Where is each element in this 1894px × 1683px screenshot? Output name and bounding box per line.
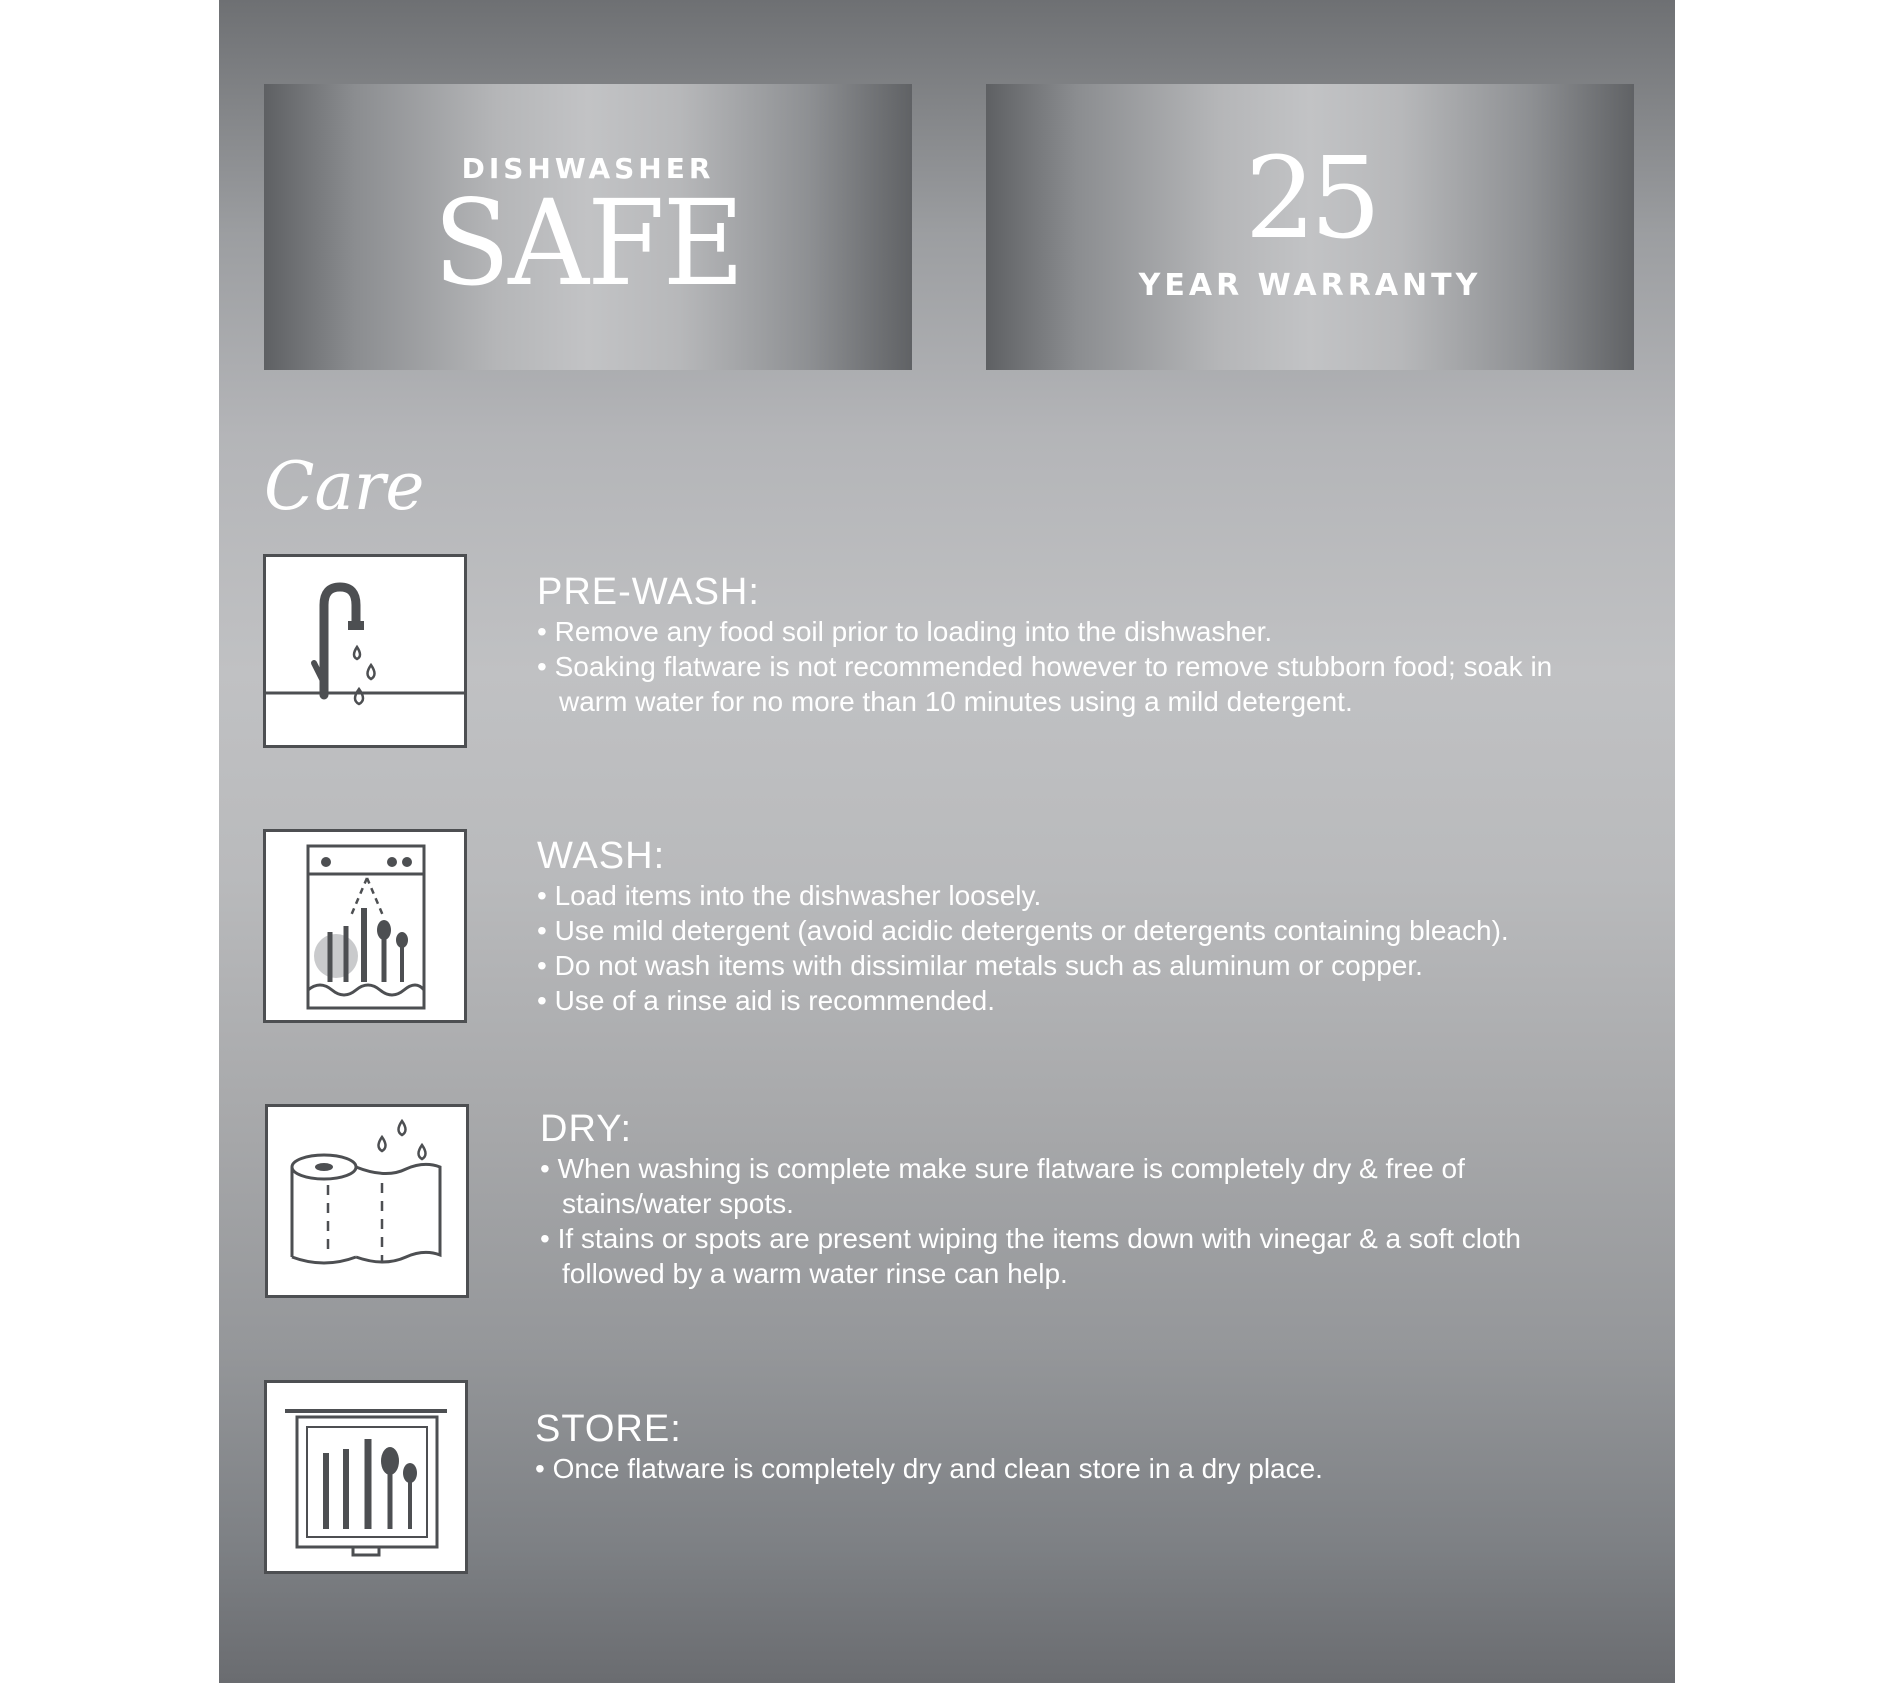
dishwasher-kicker: DISHWASHER: [461, 152, 715, 185]
section-dry: [540, 1107, 1600, 1291]
dishwasher-safe-banner: [264, 84, 912, 370]
section-heading: WASH:: [537, 835, 666, 877]
list-item: • When washing is complete make sure flatware is completely dry & free of stains/water spots.: [540, 1151, 1600, 1221]
faucet-icon: [263, 554, 467, 748]
section-store: [535, 1407, 1635, 1486]
list-item: • Use mild detergent (avoid acidic detergents or detergents containing bleach).: [537, 913, 1637, 948]
list-item: • If stains or spots are present wiping the items down with vinegar & a soft cloth followed by a warm water rinse can help.: [540, 1221, 1600, 1291]
list-item: • Soaking flatware is not recommended however to remove stubborn food; soak in warm water for no more than 10 minutes using a mild detergent.: [537, 649, 1599, 719]
list-item: • Use of a rinse aid is recommended.: [537, 983, 1637, 1018]
product-info-panel: [219, 0, 1675, 1683]
paper-towel-icon: [265, 1104, 469, 1298]
warranty-banner: [986, 84, 1634, 370]
section-heading: STORE:: [535, 1408, 682, 1450]
list-item: • Once flatware is completely dry and clean store in a dry place.: [535, 1451, 1635, 1486]
warranty-label: YEAR WARRANTY: [1138, 268, 1482, 303]
drawer-icon: [264, 1380, 468, 1574]
dishwasher-icon: [263, 829, 467, 1023]
care-title: Care: [264, 448, 425, 525]
list-item: • Do not wash items with dissimilar metals such as aluminum or copper.: [537, 948, 1637, 983]
warranty-years: 25: [1244, 134, 1376, 264]
list-item: • Load items into the dishwasher loosely.: [537, 878, 1637, 913]
section-wash: [537, 834, 1637, 1018]
section-pre-wash: [537, 570, 1637, 719]
safe-headline: SAFE: [433, 175, 743, 313]
section-heading: DRY:: [540, 1108, 633, 1150]
list-item: • Remove any food soil prior to loading into the dishwasher.: [537, 614, 1637, 649]
section-heading: PRE-WASH:: [537, 571, 760, 613]
